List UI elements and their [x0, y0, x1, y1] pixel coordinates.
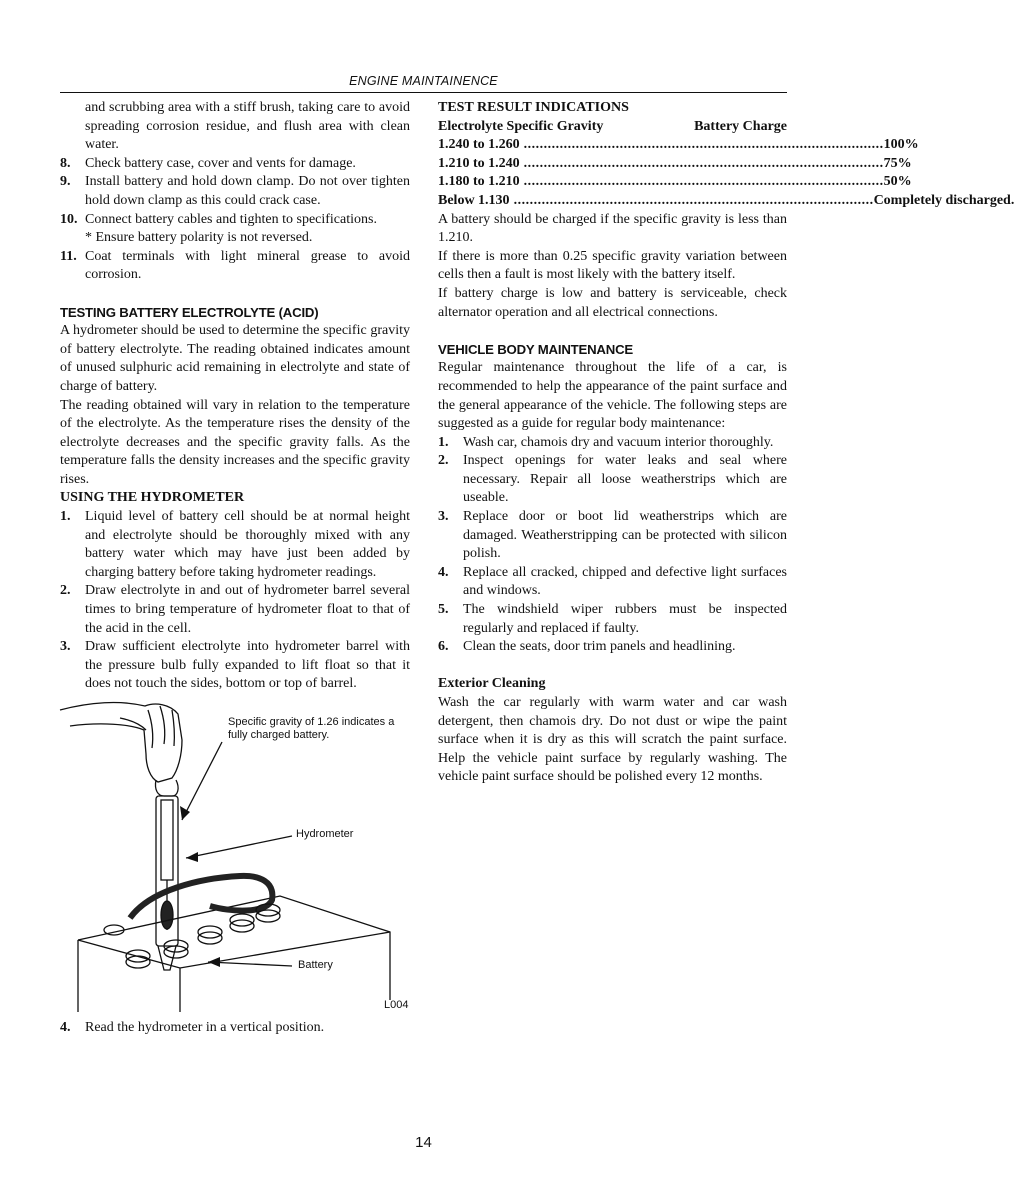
step-text: Connect battery cables and tighten to specifications.	[85, 211, 377, 227]
row-range: 1.180 to 1.210	[438, 174, 520, 190]
exterior-cleaning-paragraph: Wash the car regularly with warm water and car wash detergent, then chamois dry. Do not dust or wipe the paint surface when it is dry as this will scratch the paint surface. Help the vehicle paint surface by regularly washing. The vehicle paint surface should be polished every 12 months.	[438, 695, 787, 785]
body-maintenance-heading: VEHICLE BODY MAINTENANCE	[438, 341, 633, 357]
row-value: 75%	[883, 155, 912, 171]
step-number: 3.	[438, 509, 449, 525]
step-number: 6.	[438, 639, 449, 655]
results-row: 1.210 to 1.240 .......................................................................................... 75%	[438, 155, 787, 174]
body-step-3	[438, 508, 787, 564]
step-number: 1.	[60, 509, 71, 525]
page-header: ENGINE MAINTAINENCE	[349, 74, 498, 88]
step-number: 4.	[438, 564, 449, 580]
step-text: Draw sufficient electrolyte into hydrometer barrel with the pressure bulb fully expanded to lift float so that it does not touch the sides, bottom or top of barrel.	[85, 639, 410, 692]
step-7-continuation: and scrubbing area with a stiff brush, taking care to avoid spreading corrosion residue, and flush area with clean water.	[85, 100, 410, 153]
col-gravity-header: Electrolyte Specific Gravity	[438, 118, 604, 134]
body-step-5	[438, 601, 787, 638]
step-text: Clean the seats, door trim panels and headlining.	[463, 639, 736, 655]
figure-code: L004	[384, 999, 409, 1011]
step-11	[60, 248, 410, 285]
step-text: Inspect openings for water leaks and seal where necessary. Repair all loose weatherstrips which are useable.	[463, 453, 787, 506]
step-10	[60, 211, 410, 230]
step-9	[60, 173, 410, 210]
step-text: Liquid level of battery cell should be at normal height and electrolyte should be thoroughly mixed with any battery water which may have just been added by charging battery before taking hydrometer readings.	[85, 509, 410, 580]
step-text: Replace door or boot lid weatherstrips which are damaged. Weatherstripping can be protected with silicon polish.	[463, 509, 787, 562]
body-step-1	[438, 434, 787, 453]
step-text: The windshield wiper rubbers must be inspected regularly and replaced if faulty.	[463, 602, 787, 636]
step-text: Install battery and hold down clamp. Do not over tighten hold down clamp as this could crack case.	[85, 174, 410, 208]
testing-paragraph-1: A hydrometer should be used to determine the specific gravity of battery electrolyte. The reading obtained indicates amount of unused sulphuric acid remaining in electrolyte and state of charge of battery.	[60, 323, 410, 394]
hydrometer-figure	[60, 700, 410, 1015]
step-text: Check battery case, cover and vents for damage.	[85, 155, 356, 171]
step-text: Read the hydrometer in a vertical position.	[85, 1020, 325, 1035]
header-rule	[60, 92, 787, 93]
step-number: 10.	[60, 211, 78, 227]
step-number: 3.	[60, 639, 71, 655]
step-text: Draw electrolyte in and out of hydrometer barrel several times to bring temperature of hydrometer float to that of the acid in the cell.	[85, 583, 410, 636]
figure-label-hydrometer: Hydrometer	[296, 828, 354, 840]
row-range: Below 1.130	[438, 192, 510, 208]
results-paragraph-1: A battery should be charged if the specific gravity is less than 1.210.	[438, 211, 787, 246]
figure-label-battery: Battery	[298, 959, 333, 971]
results-row: 1.180 to 1.210 .......................................................................................... 50%	[438, 173, 787, 192]
hydro-step-2	[60, 582, 410, 638]
step-number: 5.	[438, 602, 449, 618]
figure-label-gravity: Specific gravity of 1.26 indicates a fully charged battery.	[228, 716, 395, 741]
step-10-note: * Ensure battery polarity is not reversed.	[85, 230, 313, 246]
step-number: 2.	[60, 583, 71, 599]
page-number: 14	[415, 1134, 432, 1151]
step-text: Coat terminals with light mineral grease to avoid corrosion.	[85, 248, 410, 283]
hydrometer-heading: USING THE HYDROMETER	[60, 490, 245, 506]
step-number: 11.	[60, 248, 77, 264]
step-number: 8.	[60, 155, 71, 171]
results-paragraph-3: If battery charge is low and battery is serviceable, check alternator operation and all electrical connections.	[438, 285, 787, 320]
body-intro: Regular maintenance throughout the life of a car, is recommended to help the appearance of the paint surface and the general appearance of the vehicle. The following steps are suggested as a guide for regular body maintenance:	[438, 360, 787, 432]
row-value: 100%	[883, 137, 919, 153]
hydro-step-1	[60, 508, 410, 582]
results-row: 1.240 to 1.260 .......................................................................................... 100%	[438, 136, 787, 155]
step-number: 1.	[438, 434, 449, 450]
row-value: 50%	[883, 174, 912, 190]
step-number: 9.	[60, 174, 71, 190]
body-step-2	[438, 452, 787, 508]
exterior-cleaning-heading: Exterior Cleaning	[438, 676, 546, 692]
step-text: Replace all cracked, chipped and defective light surfaces and windows.	[463, 564, 787, 599]
row-value: Completely discharged.	[873, 192, 1014, 208]
results-table-header	[438, 118, 787, 137]
hydro-step-3	[60, 638, 410, 694]
hydro-step-4	[60, 1019, 410, 1038]
step-number: 4.	[60, 1020, 71, 1035]
testing-heading: TESTING BATTERY ELECTROLYTE (ACID)	[60, 304, 319, 320]
left-column	[60, 99, 410, 1038]
results-row: Below 1.130 .......................................................................................... Completely discharged.	[438, 192, 787, 211]
step-8	[60, 155, 410, 174]
row-range: 1.210 to 1.240	[438, 155, 520, 171]
body-step-4	[438, 564, 787, 601]
results-paragraph-2: If there is more than 0.25 specific gravity variation between cells then a fault is most likely with the battery itself.	[438, 248, 787, 283]
step-number: 2.	[438, 453, 449, 469]
row-range: 1.240 to 1.260	[438, 137, 520, 153]
testing-paragraph-2: The reading obtained will vary in relation to the temperature of the electrolyte. As the temperature rises the density of the electrolyte decreases and the specific gravity falls. As the temperature falls the density increases and the specific gravity rises.	[60, 397, 410, 487]
results-heading: TEST RESULT INDICATIONS	[438, 100, 629, 115]
step-text: Wash car, chamois dry and vacuum interior thoroughly.	[463, 434, 774, 450]
hydrometer-illustration	[60, 700, 410, 1015]
body-step-6	[438, 638, 787, 657]
right-column	[438, 99, 1014, 787]
col-charge-header: Battery Charge	[694, 118, 787, 134]
